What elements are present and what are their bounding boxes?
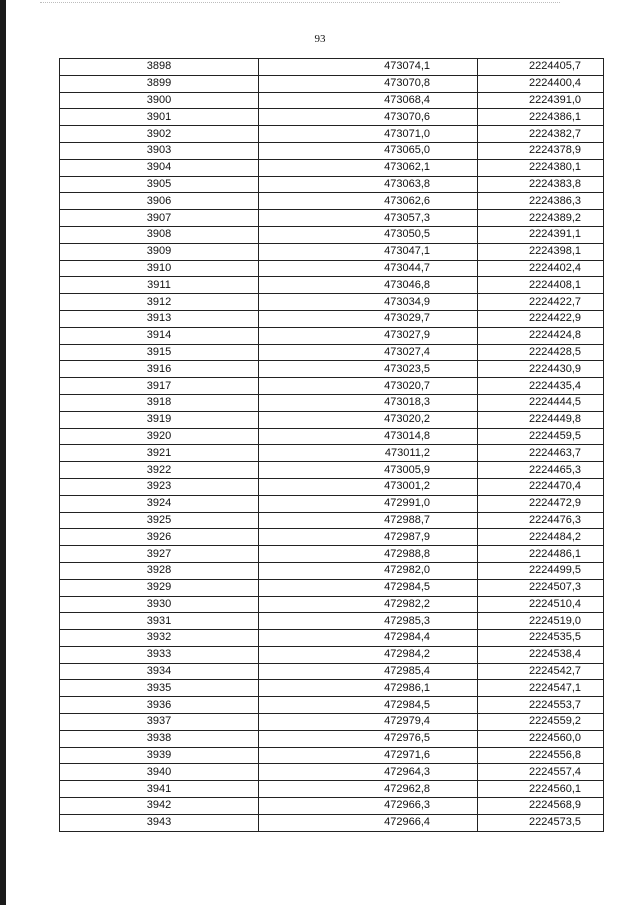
coordinates-table [59, 58, 604, 832]
table-row [60, 714, 604, 731]
point-number-cell: 3902 [60, 126, 259, 143]
table-row [60, 176, 604, 193]
table-row [60, 109, 604, 126]
point-number-cell: 3914 [60, 327, 259, 344]
point-number-cell: 3906 [60, 193, 259, 210]
x-coordinate-cell: 472984,5 [259, 697, 478, 714]
point-number-cell: 3922 [60, 462, 259, 479]
x-coordinate-cell: 472979,4 [259, 714, 478, 731]
point-number-cell: 3923 [60, 478, 259, 495]
y-coordinate-cell: 2224405,7 [478, 59, 604, 76]
x-coordinate-cell: 472984,4 [259, 630, 478, 647]
y-coordinate-cell: 2224386,1 [478, 109, 604, 126]
table-row [60, 294, 604, 311]
x-coordinate-cell: 473014,8 [259, 428, 478, 445]
point-number-cell: 3921 [60, 445, 259, 462]
x-coordinate-cell: 473046,8 [259, 277, 478, 294]
y-coordinate-cell: 2224547,1 [478, 680, 604, 697]
y-coordinate-cell: 2224535,5 [478, 630, 604, 647]
point-number-cell: 3905 [60, 176, 259, 193]
x-coordinate-cell: 472988,7 [259, 512, 478, 529]
point-number-cell: 3911 [60, 277, 259, 294]
y-coordinate-cell: 2224391,1 [478, 226, 604, 243]
y-coordinate-cell: 2224486,1 [478, 546, 604, 563]
x-coordinate-cell: 473001,2 [259, 478, 478, 495]
y-coordinate-cell: 2224400,4 [478, 75, 604, 92]
y-coordinate-cell: 2224435,4 [478, 378, 604, 395]
table-row [60, 344, 604, 361]
table-row [60, 428, 604, 445]
point-number-cell: 3912 [60, 294, 259, 311]
table-row [60, 613, 604, 630]
table-row [60, 445, 604, 462]
point-number-cell: 3926 [60, 529, 259, 546]
x-coordinate-cell: 473020,2 [259, 411, 478, 428]
y-coordinate-cell: 2224472,9 [478, 495, 604, 512]
point-number-cell: 3907 [60, 210, 259, 227]
y-coordinate-cell: 2224484,2 [478, 529, 604, 546]
x-coordinate-cell: 473029,7 [259, 310, 478, 327]
top-dotted-rule [40, 2, 560, 4]
y-coordinate-cell: 2224542,7 [478, 663, 604, 680]
x-coordinate-cell: 473063,8 [259, 176, 478, 193]
point-number-cell: 3930 [60, 596, 259, 613]
y-coordinate-cell: 2224422,7 [478, 294, 604, 311]
point-number-cell: 3942 [60, 798, 259, 815]
point-number-cell: 3941 [60, 781, 259, 798]
table-row [60, 747, 604, 764]
x-coordinate-cell: 473071,0 [259, 126, 478, 143]
y-coordinate-cell: 2224382,7 [478, 126, 604, 143]
x-coordinate-cell: 472984,5 [259, 579, 478, 596]
x-coordinate-cell: 473050,5 [259, 226, 478, 243]
table-row [60, 546, 604, 563]
x-coordinate-cell: 472971,6 [259, 747, 478, 764]
point-number-cell: 3933 [60, 646, 259, 663]
y-coordinate-cell: 2224391,0 [478, 92, 604, 109]
point-number-cell: 3937 [60, 714, 259, 731]
table-row [60, 193, 604, 210]
x-coordinate-cell: 473070,6 [259, 109, 478, 126]
y-coordinate-cell: 2224519,0 [478, 613, 604, 630]
table-row [60, 814, 604, 831]
y-coordinate-cell: 2224568,9 [478, 798, 604, 815]
x-coordinate-cell: 472991,0 [259, 495, 478, 512]
y-coordinate-cell: 2224428,5 [478, 344, 604, 361]
point-number-cell: 3927 [60, 546, 259, 563]
x-coordinate-cell: 472985,4 [259, 663, 478, 680]
y-coordinate-cell: 2224430,9 [478, 361, 604, 378]
x-coordinate-cell: 473062,1 [259, 159, 478, 176]
y-coordinate-cell: 2224470,4 [478, 478, 604, 495]
y-coordinate-cell: 2224559,2 [478, 714, 604, 731]
y-coordinate-cell: 2224553,7 [478, 697, 604, 714]
x-coordinate-cell: 473005,9 [259, 462, 478, 479]
point-number-cell: 3938 [60, 730, 259, 747]
y-coordinate-cell: 2224383,8 [478, 176, 604, 193]
table-row [60, 646, 604, 663]
table-row [60, 630, 604, 647]
table-row [60, 411, 604, 428]
y-coordinate-cell: 2224386,3 [478, 193, 604, 210]
y-coordinate-cell: 2224556,8 [478, 747, 604, 764]
point-number-cell: 3939 [60, 747, 259, 764]
x-coordinate-cell: 472962,8 [259, 781, 478, 798]
point-number-cell: 3932 [60, 630, 259, 647]
x-coordinate-cell: 472987,9 [259, 529, 478, 546]
x-coordinate-cell: 472982,2 [259, 596, 478, 613]
table-row [60, 529, 604, 546]
x-coordinate-cell: 472986,1 [259, 680, 478, 697]
x-coordinate-cell: 472976,5 [259, 730, 478, 747]
table-row [60, 92, 604, 109]
point-number-cell: 3928 [60, 562, 259, 579]
point-number-cell: 3934 [60, 663, 259, 680]
x-coordinate-cell: 473068,4 [259, 92, 478, 109]
x-coordinate-cell: 473034,9 [259, 294, 478, 311]
point-number-cell: 3898 [60, 59, 259, 76]
point-number-cell: 3935 [60, 680, 259, 697]
x-coordinate-cell: 472984,2 [259, 646, 478, 663]
y-coordinate-cell: 2224398,1 [478, 243, 604, 260]
x-coordinate-cell: 473044,7 [259, 260, 478, 277]
table-row [60, 478, 604, 495]
y-coordinate-cell: 2224465,3 [478, 462, 604, 479]
coordinates-table-body [60, 59, 604, 832]
table-row [60, 562, 604, 579]
point-number-cell: 3909 [60, 243, 259, 260]
y-coordinate-cell: 2224459,5 [478, 428, 604, 445]
x-coordinate-cell: 473027,4 [259, 344, 478, 361]
point-number-cell: 3913 [60, 310, 259, 327]
table-row [60, 394, 604, 411]
point-number-cell: 3904 [60, 159, 259, 176]
y-coordinate-cell: 2224573,5 [478, 814, 604, 831]
x-coordinate-cell: 472966,4 [259, 814, 478, 831]
table-row [60, 781, 604, 798]
table-row [60, 226, 604, 243]
table-row [60, 512, 604, 529]
x-coordinate-cell: 472964,3 [259, 764, 478, 781]
table-row [60, 596, 604, 613]
x-coordinate-cell: 473011,2 [259, 445, 478, 462]
table-row [60, 579, 604, 596]
page-number: 93 [314, 33, 326, 45]
table-row [60, 75, 604, 92]
y-coordinate-cell: 2224560,0 [478, 730, 604, 747]
x-coordinate-cell: 473027,9 [259, 327, 478, 344]
x-coordinate-cell: 473074,1 [259, 59, 478, 76]
point-number-cell: 3903 [60, 142, 259, 159]
point-number-cell: 3920 [60, 428, 259, 445]
table-row [60, 327, 604, 344]
point-number-cell: 3910 [60, 260, 259, 277]
table-row [60, 243, 604, 260]
x-coordinate-cell: 472966,3 [259, 798, 478, 815]
x-coordinate-cell: 473047,1 [259, 243, 478, 260]
y-coordinate-cell: 2224424,8 [478, 327, 604, 344]
point-number-cell: 3918 [60, 394, 259, 411]
x-coordinate-cell: 473070,8 [259, 75, 478, 92]
table-row [60, 159, 604, 176]
point-number-cell: 3929 [60, 579, 259, 596]
y-coordinate-cell: 2224510,4 [478, 596, 604, 613]
y-coordinate-cell: 2224380,1 [478, 159, 604, 176]
table-row [60, 210, 604, 227]
table-row [60, 378, 604, 395]
table-row [60, 277, 604, 294]
table-row [60, 462, 604, 479]
y-coordinate-cell: 2224557,4 [478, 764, 604, 781]
y-coordinate-cell: 2224444,5 [478, 394, 604, 411]
point-number-cell: 3919 [60, 411, 259, 428]
table-row [60, 126, 604, 143]
x-coordinate-cell: 472982,0 [259, 562, 478, 579]
table-row [60, 680, 604, 697]
point-number-cell: 3924 [60, 495, 259, 512]
x-coordinate-cell: 472988,8 [259, 546, 478, 563]
table-row [60, 142, 604, 159]
table-row [60, 798, 604, 815]
y-coordinate-cell: 2224560,1 [478, 781, 604, 798]
table-row [60, 730, 604, 747]
y-coordinate-cell: 2224378,9 [478, 142, 604, 159]
point-number-cell: 3901 [60, 109, 259, 126]
y-coordinate-cell: 2224463,7 [478, 445, 604, 462]
y-coordinate-cell: 2224476,3 [478, 512, 604, 529]
y-coordinate-cell: 2224402,4 [478, 260, 604, 277]
y-coordinate-cell: 2224538,4 [478, 646, 604, 663]
y-coordinate-cell: 2224507,3 [478, 579, 604, 596]
table-row [60, 310, 604, 327]
x-coordinate-cell: 473018,3 [259, 394, 478, 411]
x-coordinate-cell: 473023,5 [259, 361, 478, 378]
table-row [60, 697, 604, 714]
point-number-cell: 3925 [60, 512, 259, 529]
point-number-cell: 3931 [60, 613, 259, 630]
point-number-cell: 3900 [60, 92, 259, 109]
table-row [60, 260, 604, 277]
x-coordinate-cell: 472985,3 [259, 613, 478, 630]
y-coordinate-cell: 2224449,8 [478, 411, 604, 428]
scan-left-edge [0, 0, 6, 905]
table-row [60, 495, 604, 512]
table-row [60, 764, 604, 781]
table-row [60, 663, 604, 680]
point-number-cell: 3916 [60, 361, 259, 378]
x-coordinate-cell: 473065,0 [259, 142, 478, 159]
point-number-cell: 3936 [60, 697, 259, 714]
point-number-cell: 3943 [60, 814, 259, 831]
x-coordinate-cell: 473020,7 [259, 378, 478, 395]
y-coordinate-cell: 2224389,2 [478, 210, 604, 227]
table-row [60, 361, 604, 378]
x-coordinate-cell: 473062,6 [259, 193, 478, 210]
table-row [60, 59, 604, 76]
point-number-cell: 3915 [60, 344, 259, 361]
point-number-cell: 3908 [60, 226, 259, 243]
y-coordinate-cell: 2224422,9 [478, 310, 604, 327]
point-number-cell: 3917 [60, 378, 259, 395]
y-coordinate-cell: 2224408,1 [478, 277, 604, 294]
y-coordinate-cell: 2224499,5 [478, 562, 604, 579]
point-number-cell: 3899 [60, 75, 259, 92]
x-coordinate-cell: 473057,3 [259, 210, 478, 227]
point-number-cell: 3940 [60, 764, 259, 781]
